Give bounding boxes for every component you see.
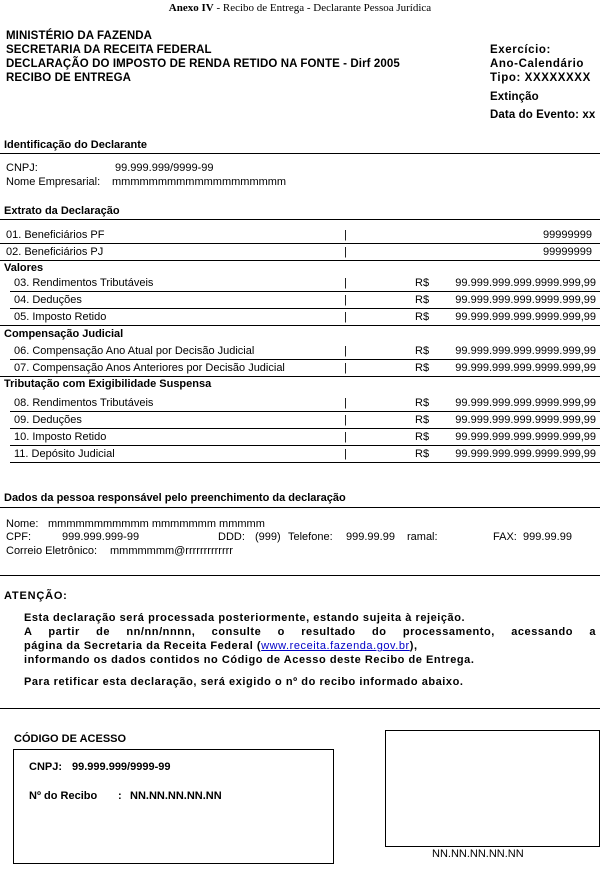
currency-label: R$	[415, 345, 430, 357]
divider	[0, 153, 600, 154]
row-separator: |	[344, 397, 347, 409]
currency-label: R$	[415, 362, 430, 374]
codigo-acesso-title: CÓDIGO DE ACESSO	[14, 733, 127, 745]
header-secretaria: SECRETARIA DA RECEITA FEDERAL	[6, 44, 212, 56]
row-value-10: 99.999.999.999.9999.999,99	[455, 431, 596, 443]
section-title-responsavel: Dados da pessoa responsável pelo preenchimento da declaração	[4, 492, 346, 504]
responsavel-cpf-value: 999.999.999-99	[62, 531, 140, 543]
responsavel-email-label: Correio Eletrônico:	[6, 545, 98, 557]
receita-link[interactable]: www.receita.fazenda.gov.br	[261, 640, 410, 652]
row-separator: |	[344, 414, 347, 426]
currency-label: R$	[415, 448, 430, 460]
currency-label: R$	[415, 311, 430, 323]
row-label-11: 11. Depósito Judicial	[14, 448, 115, 460]
header-data-evento: Data do Evento: xx	[490, 109, 596, 121]
row-label-01: 01. Beneficiários PF	[6, 229, 105, 241]
group-title-valores: Valores	[4, 262, 44, 274]
recibo-stamp-caption: NN.NN.NN.NN.NN	[432, 848, 524, 860]
responsavel-ddd-value: (999)	[255, 531, 281, 543]
row-rule	[0, 260, 600, 261]
responsavel-nome-label: Nome:	[6, 518, 39, 530]
row-rule	[10, 291, 600, 292]
atencao-paragraph-1: Esta declaração será processada posteriormente, estando sujeita à rejeição.	[24, 612, 466, 624]
row-separator: |	[344, 229, 347, 241]
divider	[0, 708, 600, 709]
annex-title-rest: - Recibo de Entrega - Declarante Pessoa Jurídica	[213, 2, 432, 14]
row-separator: |	[344, 277, 347, 289]
currency-label: R$	[415, 294, 430, 306]
responsavel-ramal-label: ramal:	[407, 531, 438, 543]
nome-empresarial-label: Nome Empresarial:	[6, 176, 101, 188]
codigo-cnpj-label: CNPJ:	[29, 761, 63, 773]
row-value-11: 99.999.999.999.9999.999,99	[455, 448, 596, 460]
row-value-09: 99.999.999.999.9999.999,99	[455, 414, 596, 426]
divider	[0, 219, 600, 220]
row-rule	[10, 462, 600, 463]
responsavel-email-value: mmmmmmm@rrrrrrrrrrrrr	[110, 545, 233, 557]
annex-title-bold: Anexo IV	[168, 2, 214, 14]
header-ministry: MINISTÉRIO DA FAZENDA	[6, 30, 153, 42]
row-label-07: 07. Compensação Anos Anteriores por Decisão Judicial	[14, 362, 285, 374]
recibo-stamp-box	[385, 730, 600, 847]
currency-label: R$	[415, 397, 430, 409]
header-recibo: RECIBO DE ENTREGA	[6, 72, 132, 84]
row-value-04: 99.999.999.999.9999.999,99	[455, 294, 596, 306]
row-rule	[0, 376, 600, 377]
row-rule	[10, 308, 600, 309]
row-value-01: 99999999	[543, 229, 592, 241]
row-label-10: 10. Imposto Retido	[14, 431, 107, 443]
responsavel-nome-value: mmmmmmmmmmm mmmmmmm mmmmm	[48, 518, 265, 530]
header-exercicio: Exercício:	[490, 44, 551, 56]
cnpj-label: CNPJ:	[6, 162, 38, 174]
row-value-03: 99.999.999.999.9999.999,99	[455, 277, 596, 289]
row-rule	[10, 411, 600, 412]
row-label-05: 05. Imposto Retido	[14, 311, 107, 323]
row-value-06: 99.999.999.999.9999.999,99	[455, 345, 596, 357]
section-title-identificacao: Identificação do Declarante	[4, 139, 148, 151]
atencao-line-2-end: ),	[409, 640, 418, 652]
row-separator: |	[344, 362, 347, 374]
atencao-paragraph-2-line-1: A partir de nn/nn/nnnn, consulte o resultado do processamento, acessando a	[24, 626, 596, 638]
annex-title	[0, 2, 600, 14]
row-rule	[0, 325, 600, 326]
currency-label: R$	[415, 277, 430, 289]
responsavel-cpf-label: CPF:	[6, 531, 32, 543]
row-label-02: 02. Beneficiários PJ	[6, 246, 104, 258]
header-extincao: Extinção	[490, 91, 539, 103]
codigo-recibo-value: NN.NN.NN.NN.NN	[130, 790, 222, 802]
row-label-04: 04. Deduções	[14, 294, 82, 306]
responsavel-ddd-label: DDD:	[218, 531, 245, 543]
atencao-paragraph-2-line-2	[24, 640, 596, 653]
row-label-06: 06. Compensação Ano Atual por Decisão Judicial	[14, 345, 255, 357]
row-rule	[10, 445, 600, 446]
row-rule	[10, 428, 600, 429]
codigo-cnpj-value: 99.999.999/9999-99	[72, 761, 171, 773]
nome-empresarial-value: mmmmmmmmmmmmmmmmmmm	[112, 176, 287, 188]
row-separator: |	[344, 246, 347, 258]
row-separator: |	[344, 448, 347, 460]
row-value-07: 99.999.999.999.9999.999,99	[455, 362, 596, 374]
row-separator: |	[344, 311, 347, 323]
row-separator: |	[344, 345, 347, 357]
group-title-tributacao: Tributação com Exigibilidade Suspensa	[4, 378, 212, 390]
currency-label: R$	[415, 414, 430, 426]
divider	[0, 575, 600, 576]
header-tipo: Tipo: XXXXXXXX	[490, 72, 591, 84]
row-label-09: 09. Deduções	[14, 414, 82, 426]
responsavel-telefone-label: Telefone:	[288, 531, 333, 543]
currency-label: R$	[415, 431, 430, 443]
row-value-08: 99.999.999.999.9999.999,99	[455, 397, 596, 409]
codigo-recibo-label: Nº do Recibo	[29, 790, 98, 802]
row-rule	[0, 243, 600, 244]
row-separator: |	[344, 431, 347, 443]
divider	[0, 507, 600, 508]
row-label-08: 08. Rendimentos Tributáveis	[14, 397, 154, 409]
responsavel-fax-label: FAX:	[493, 531, 517, 543]
row-separator: |	[344, 294, 347, 306]
row-rule	[10, 359, 600, 360]
responsavel-telefone-value: 999.99.99	[346, 531, 395, 543]
row-value-02: 99999999	[543, 246, 592, 258]
atencao-line-2-text: página da Secretaria da Receita Federal (	[24, 640, 262, 652]
row-label-03: 03. Rendimentos Tributáveis	[14, 277, 154, 289]
responsavel-fax-value: 999.99.99	[523, 531, 572, 543]
atencao-paragraph-3: Para retificar esta declaração, será exigido o nº do recibo informado abaixo.	[24, 676, 464, 688]
atencao-paragraph-2-line-3: informando os dados contidos no Código de Acesso deste Recibo de Entrega.	[24, 654, 475, 666]
group-title-compensacao: Compensação Judicial	[4, 328, 124, 340]
cnpj-value: 99.999.999/9999-99	[115, 162, 214, 174]
header-declaracao: DECLARAÇÃO DO IMPOSTO DE RENDA RETIDO NA FONTE - Dirf 2005	[6, 58, 400, 70]
section-title-extrato: Extrato da Declaração	[4, 205, 120, 217]
codigo-recibo-sep: :	[118, 790, 122, 802]
row-value-05: 99.999.999.999.9999.999,99	[455, 311, 596, 323]
header-ano-calendario: Ano-Calendário	[490, 58, 585, 70]
atencao-title: ATENÇÃO:	[4, 590, 68, 602]
